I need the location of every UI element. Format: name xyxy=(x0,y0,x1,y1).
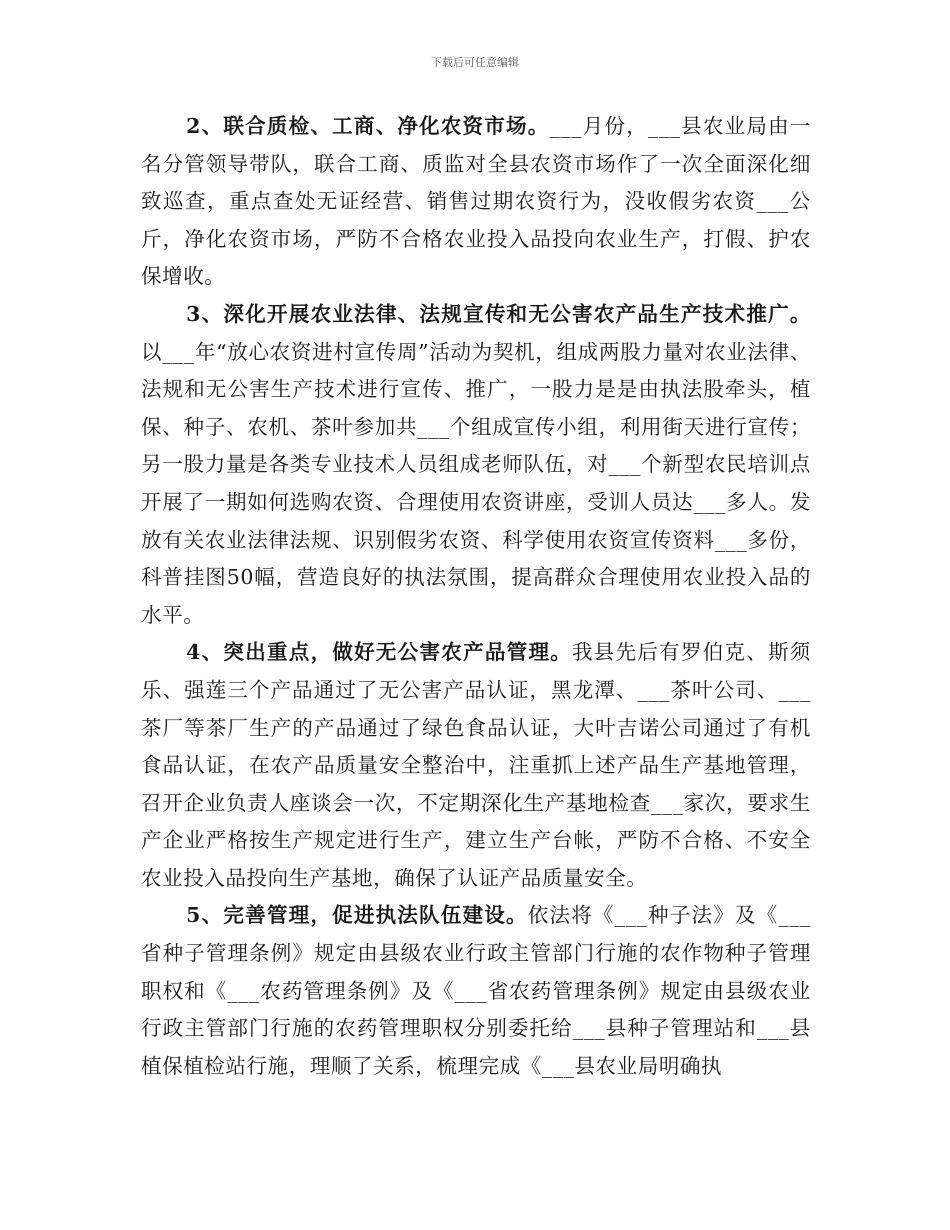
paragraph-4 xyxy=(141,634,811,897)
paragraph-text: 我县先后有罗伯克、斯须乐、强莲三个产品通过了无公害产品认证，黑龙潭、___茶叶公司、___茶厂等茶厂生产的产品通过了绿色食品认证，大叶吉诺公司通过了有机食品认证，在农产品质量安全整治中，注重抓上述产品生产基地管理，召开企业负责人座谈会一次，不定期深化生产基地检查___家次，要求生产企业严格按生产规定进行生产，建立生产台帐，严防不合格、不安全农业投入品投向生产基地，确保了认证产品质量安全。 xyxy=(141,640,811,890)
paragraph-text: ___月份，___县农业局由一名分管领导带队，联合工商、质监对全县农资市场作了一次全面深化细致巡查，重点查处无证经营、销售过期农资行为，没收假劣农资___公斤，净化农资市场，严防不合格农业投入品投向农业生产，打假、护农保增收。 xyxy=(141,114,812,289)
document-body xyxy=(141,108,811,1085)
paragraph-heading: 5、完善管理，促进执法队伍建设。 xyxy=(186,903,528,928)
paragraph-2 xyxy=(141,108,811,296)
paragraph-heading: 2、联合质检、工商、净化农资市场。 xyxy=(186,114,550,138)
page-header: 下载后可任意编辑 xyxy=(431,56,519,69)
paragraph-3 xyxy=(141,296,811,634)
paragraph-text: 以___年“放心农资进村宣传周”活动为契机，组成两股力量对农业法律、法规和无公害生产技术进行宣传、推广，一股力是是由执法股牵头，植保、种子、农机、茶叶参加共___个组成宣传小组，利用街天进行宣传；另一股力量是各类专业技术人员组成老师队伍，对___个新型农民培训点开展了一期如何选购农资、合理使用农资讲座，受训人员达___多人。发放有关农业法律法规、识别假劣农资、科学使用农资宣传资料___多份，科普挂图50幅，营造良好的执法氛围，提高群众合理使用农业投入品的水平。 xyxy=(141,339,811,627)
paragraph-text: 依法将《___种子法》及《___省种子管理条例》规定由县级农业行政主管部门行施的农作物种子管理职权和《___农药管理条例》及《___省农药管理条例》规定由县级农业行政主管部门行施的农药管理职权分别委托给___县种子管理站和___县植保植检站行施，理顺了关系，梳理完成《___县农业局明确执 xyxy=(141,903,811,1078)
paragraph-heading: 4、突出重点，做好无公害农产品管理。 xyxy=(186,640,573,665)
paragraph-5 xyxy=(141,897,811,1085)
paragraph-heading: 3、深化开展农业法律、法规宣传和无公害农产品生产技术推广。 xyxy=(186,301,811,326)
